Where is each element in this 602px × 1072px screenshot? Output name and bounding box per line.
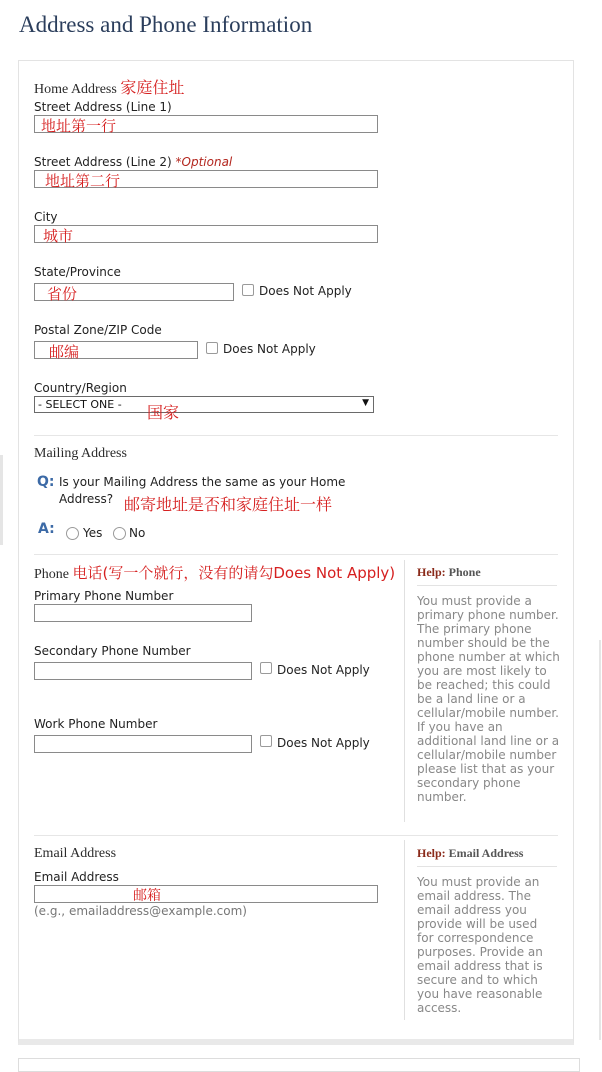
email-annotation: 邮箱 [133, 888, 161, 904]
state-input[interactable] [34, 283, 234, 301]
mailing-same-yes-radio[interactable] [66, 527, 79, 540]
phone-title: Phone [34, 567, 69, 582]
phone-help-topic: Phone [448, 565, 481, 579]
postal-input[interactable] [34, 341, 198, 359]
country-select-value: - SELECT ONE - [38, 398, 122, 411]
street1-label: Street Address (Line 1) [34, 100, 172, 114]
work-phone-does-not-apply-label: Does Not Apply [277, 736, 370, 750]
page-edge-shadow [0, 455, 3, 545]
work-phone-does-not-apply-checkbox[interactable] [260, 735, 272, 747]
help-divider [404, 560, 405, 822]
postal-does-not-apply-checkbox[interactable] [206, 342, 218, 354]
email-input[interactable] [34, 885, 378, 903]
email-address-title: Email Address [34, 846, 117, 861]
answer-marker: A: [38, 521, 55, 537]
page-title: Address and Phone Information [19, 12, 313, 37]
optional-marker: *Optional [175, 155, 233, 169]
mailing-same-no-radio[interactable] [113, 527, 126, 540]
question-marker: Q: [37, 474, 55, 490]
home-address-title: Home Address [34, 82, 117, 97]
state-annotation: 省份 [47, 285, 78, 303]
section-divider [34, 435, 558, 436]
section-divider [34, 835, 558, 836]
email-help-title [417, 846, 523, 861]
phone-help-text: You must provide a primary phone number. The primary phone number should be the phone number at which you are most likely to be reached; this could be a land line or a cellular/mobile number. If you have an additional land line or a cellular/mobile number please list that as your secondary phone number. [417, 594, 560, 804]
home-address-annotation: 家庭住址 [120, 78, 185, 97]
work-phone-input[interactable] [34, 735, 252, 753]
street1-input[interactable] [34, 115, 378, 133]
street2-label: Street Address (Line 2) [34, 155, 172, 169]
mailing-same-no-label: No [129, 526, 146, 540]
city-annotation: 城市 [43, 227, 74, 245]
email-help-prefix: Help: [417, 846, 446, 860]
street2-label-row [34, 155, 232, 169]
country-annotation: 国家 [147, 403, 180, 422]
phone-heading [34, 562, 395, 583]
email-label: Email Address [34, 870, 119, 884]
secondary-phone-does-not-apply-label: Does Not Apply [277, 663, 370, 677]
city-input[interactable] [34, 225, 378, 243]
postal-annotation: 邮编 [49, 343, 80, 361]
work-phone-label: Work Phone Number [34, 717, 158, 731]
state-does-not-apply-checkbox[interactable] [242, 284, 254, 296]
help-rule [417, 866, 557, 867]
mailing-question-annotation: 邮寄地址是否和家庭住址一样 [124, 495, 333, 514]
mailing-address-title: Mailing Address [34, 446, 127, 461]
section-divider [34, 554, 558, 555]
help-rule [417, 585, 557, 586]
primary-phone-input[interactable] [34, 604, 252, 622]
secondary-phone-label: Secondary Phone Number [34, 644, 191, 658]
phone-help-prefix: Help: [417, 565, 446, 579]
next-panel [18, 1058, 580, 1072]
street2-annotation: 地址第二行 [45, 172, 121, 190]
primary-phone-label: Primary Phone Number [34, 589, 174, 603]
phone-annotation: 电话(写一个就行，没有的请勾Does Not Apply) [72, 564, 396, 582]
mailing-same-yes-label: Yes [83, 526, 103, 540]
help-divider [404, 840, 405, 1020]
home-address-heading [34, 75, 184, 98]
page-edge-shadow [599, 640, 601, 1040]
country-label: Country/Region [34, 381, 127, 395]
secondary-phone-does-not-apply-checkbox[interactable] [260, 662, 272, 674]
postal-label: Postal Zone/ZIP Code [34, 323, 162, 337]
country-select[interactable] [34, 396, 374, 413]
city-label: City [34, 210, 58, 224]
state-does-not-apply-label: Does Not Apply [259, 284, 352, 298]
mailing-question-line2: Address? [59, 492, 114, 506]
postal-does-not-apply-label: Does Not Apply [223, 342, 316, 356]
email-help-text: You must provide an email address. The email address you provide will be used for correspondence purposes. Provide an email address that is secure and to which you have reasonable access. [417, 875, 543, 1015]
email-help-topic: Email Address [448, 846, 524, 860]
state-label: State/Province [34, 265, 121, 279]
chevron-down-icon: ▼ [362, 398, 369, 408]
phone-help-title [417, 565, 481, 580]
mailing-question-line1: Is your Mailing Address the same as your Home [59, 475, 346, 489]
secondary-phone-input[interactable] [34, 662, 252, 680]
street1-annotation: 地址第一行 [41, 117, 117, 135]
street2-input[interactable] [34, 170, 378, 188]
email-hint: (e.g., emailaddress@example.com) [34, 904, 247, 918]
